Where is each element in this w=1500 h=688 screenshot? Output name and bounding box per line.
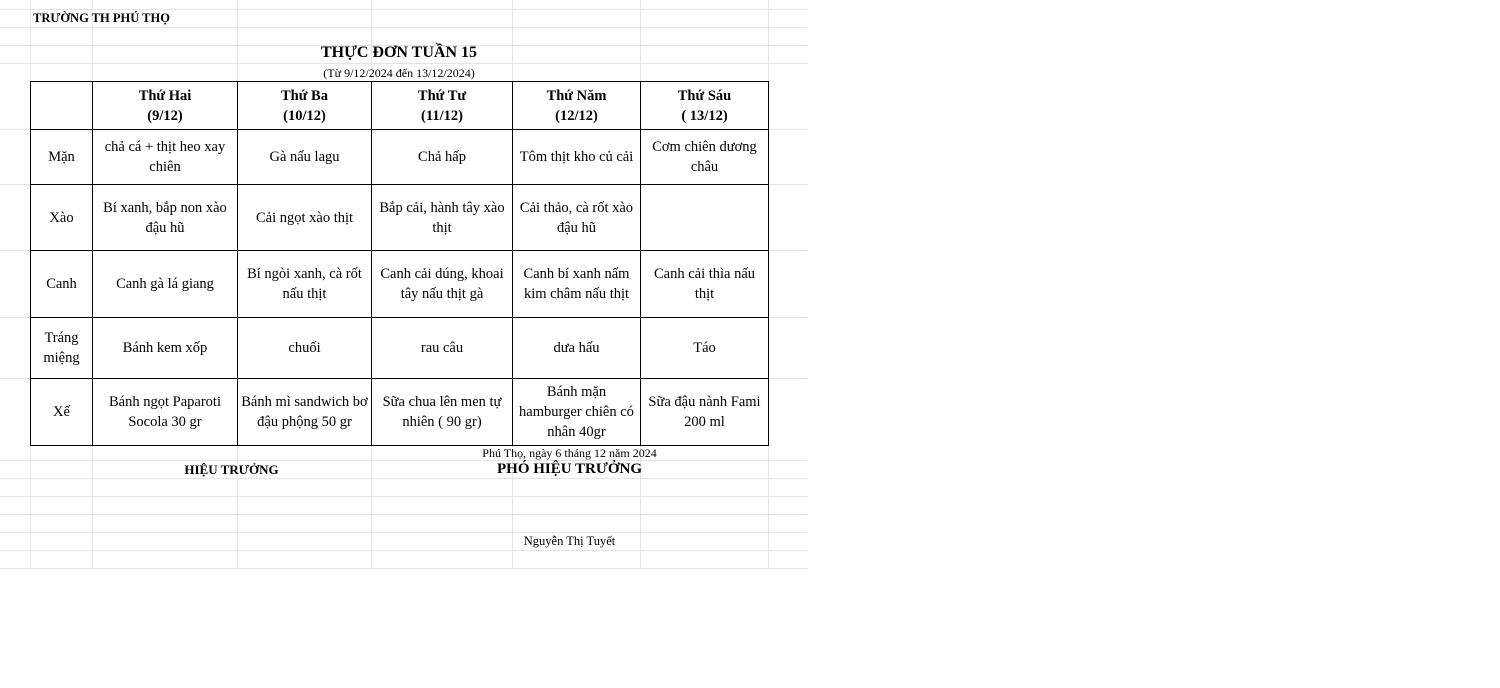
menu-cell[interactable]: dưa hấu (513, 318, 641, 379)
table-header-row (31, 82, 769, 130)
day-date: (12/12) (555, 107, 598, 124)
grid-line (0, 63, 807, 64)
day-date: (11/12) (421, 107, 463, 124)
day-header-fri[interactable] (641, 82, 769, 130)
menu-cell[interactable]: Sữa đậu nành Fami 200 ml (641, 379, 769, 446)
menu-cell[interactable]: Tôm thịt kho củ cải (513, 130, 641, 185)
day-date: ( 13/12) (681, 107, 728, 124)
menu-cell[interactable]: chuối (238, 318, 372, 379)
table-row (31, 185, 769, 251)
row-label[interactable]: Xế (31, 379, 93, 446)
day-header-thu[interactable] (513, 82, 641, 130)
date-range: (Từ 9/12/2024 đến 13/12/2024) (323, 66, 475, 80)
grid-line (0, 568, 807, 569)
row-label[interactable]: Xào (31, 185, 93, 251)
day-name: Thứ Hai (138, 87, 192, 104)
menu-cell[interactable]: Cải thảo, cà rốt xào đậu hũ (513, 185, 641, 251)
vice-principal-name: Nguyễn Thị Tuyết (523, 534, 616, 548)
menu-cell[interactable]: Bánh ngọt Paparoti Socola 30 gr (93, 379, 238, 446)
menu-cell[interactable]: Canh cải dúng, khoai tây nấu thịt gà (372, 251, 513, 318)
menu-cell[interactable]: Bí ngòi xanh, cà rốt nấu thịt (238, 251, 372, 318)
grid-line (0, 9, 807, 10)
day-header-wed[interactable] (372, 82, 513, 130)
day-name: Thứ Tư (417, 87, 467, 104)
menu-cell[interactable]: Táo (641, 318, 769, 379)
grid-line (0, 514, 807, 515)
day-name: Thứ Năm (546, 87, 607, 104)
day-header-tue[interactable] (238, 82, 372, 130)
menu-cell[interactable]: Cải ngọt xào thịt (238, 185, 372, 251)
menu-cell[interactable]: Canh cải thìa nấu thịt (641, 251, 769, 318)
page-title: THỰC ĐƠN TUẦN 15 (320, 44, 477, 61)
menu-cell[interactable]: Sữa chua lên men tự nhiên ( 90 gr) (372, 379, 513, 446)
grid-line (0, 496, 807, 497)
menu-cell[interactable]: rau câu (372, 318, 513, 379)
day-name: Thứ Sáu (677, 87, 732, 104)
row-label[interactable]: Canh (31, 251, 93, 318)
menu-cell[interactable]: Bánh kem xốp (93, 318, 238, 379)
menu-cell[interactable]: Bánh mì sandwich bơ đậu phộng 50 gr (238, 379, 372, 446)
row-label[interactable]: Tráng miệng (31, 318, 93, 379)
day-name: Thứ Ba (281, 87, 328, 104)
grid-line (0, 550, 807, 551)
principal-title: HIỆU TRƯỞNG (184, 462, 279, 477)
signing-date: Phú Thọ, ngày 6 tháng 12 năm 2024 (482, 446, 657, 460)
menu-cell[interactable]: Bánh mặn hamburger chiên có nhân 40gr (513, 379, 641, 446)
menu-cell[interactable]: Cơm chiên dương châu (641, 130, 769, 185)
table-row (31, 130, 769, 185)
school-name: TRƯỜNG TH PHÚ THỌ (33, 11, 170, 25)
day-header-mon[interactable] (93, 82, 238, 130)
menu-cell[interactable]: Canh gà lá giang (93, 251, 238, 318)
menu-cell[interactable]: Canh bí xanh nấm kim châm nấu thịt (513, 251, 641, 318)
vice-principal-title: PHÓ HIỆU TRƯỞNG (496, 461, 642, 477)
menu-cell[interactable]: Chả hấp (372, 130, 513, 185)
menu-cell[interactable]: chả cá + thịt heo xay chiên (93, 130, 238, 185)
grid-line (0, 478, 807, 479)
grid-line (0, 27, 807, 28)
table-row (31, 251, 769, 318)
menu-cell[interactable]: Bí xanh, bắp non xào đậu hũ (93, 185, 238, 251)
table-row (31, 379, 769, 446)
day-date: (9/12) (147, 107, 183, 124)
menu-cell[interactable]: Gà nấu lagu (238, 130, 372, 185)
day-date: (10/12) (283, 107, 326, 124)
corner-cell[interactable] (31, 82, 93, 130)
menu-table (30, 81, 769, 446)
row-label[interactable]: Mặn (31, 130, 93, 185)
grid-line (0, 532, 807, 533)
table-row (31, 318, 769, 379)
menu-cell[interactable]: Bắp cải, hành tây xào thịt (372, 185, 513, 251)
menu-cell[interactable] (641, 185, 769, 251)
